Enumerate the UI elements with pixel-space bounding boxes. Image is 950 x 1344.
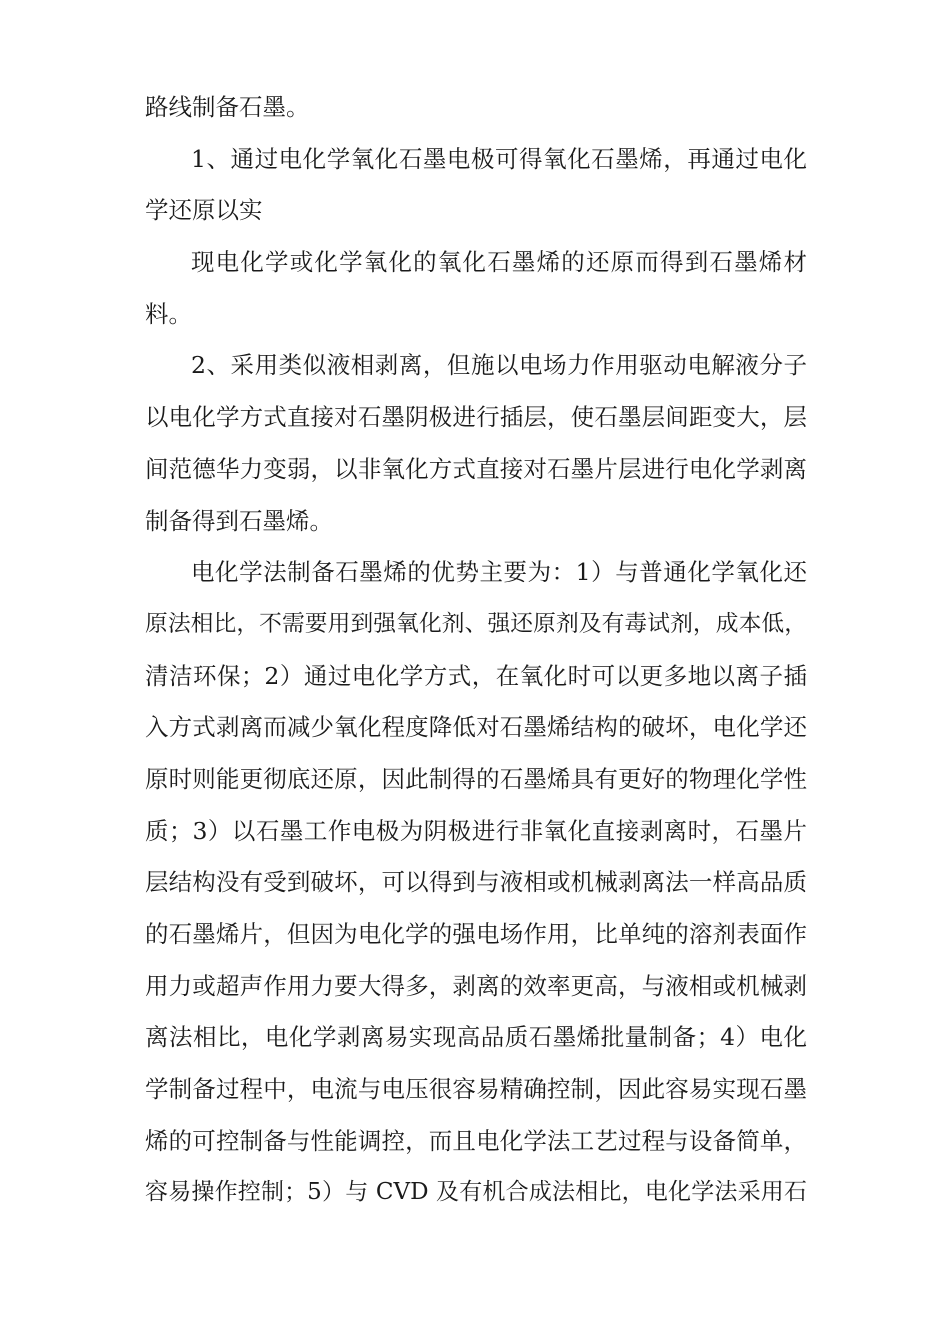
text-line: 学还原以实 (145, 196, 263, 225)
text-line: 2、采用类似液相剥离，但施以电场力作用驱动电解液分子 (191, 351, 807, 380)
text-line: 清洁环保；2）通过电化学方式，在氧化时可以更多地以离子插 (145, 661, 807, 690)
text-line: 层结构没有受到破坏，可以得到与液相或机械剥离法一样高品质 (145, 868, 807, 897)
text-line: 入方式剥离而减少氧化程度降低对石墨烯结构的破坏，电化学还 (145, 713, 807, 742)
text-line: 1、通过电化学氧化石墨电极可得氧化石墨烯，再通过电化 (191, 144, 807, 173)
text-line: 离法相比，电化学剥离易实现高品质石墨烯批量制备；4）电化 (145, 1023, 807, 1052)
text-line: 间范德华力变弱，以非氧化方式直接对石墨片层进行电化学剥离 (145, 454, 807, 483)
text-line: 学制备过程中，电流与电压很容易精确控制，因此容易实现石墨 (145, 1075, 807, 1104)
text-line: 的石墨烯片，但因为电化学的强电场作用，比单纯的溶剂表面作 (145, 920, 807, 948)
text-line: 料。 (145, 299, 192, 328)
text-line: 用力或超声作用力要大得多，剥离的效率更高，与液相或机械剥 (145, 971, 807, 1000)
text-line: 现电化学或化学氧化的氧化石墨烯的还原而得到石墨烯材 (191, 248, 807, 277)
text-line: 烯的可控制备与性能调控，而且电化学法工艺过程与设备简单， (145, 1126, 807, 1155)
text-line: 路线制备石墨。 (145, 93, 310, 121)
text-line: 原法相比，不需要用到强氧化剂、强还原剂及有毒试剂，成本低， (145, 610, 807, 637)
text-line: 质；3）以石墨工作电极为阴极进行非氧化直接剥离时，石墨片 (145, 816, 807, 845)
text-line: 以电化学方式直接对石墨阴极进行插层，使石墨层间距变大，层 (145, 403, 807, 432)
text-line: 容易操作控制；5）与 CVD 及有机合成法相比，电化学法采用石 (145, 1179, 807, 1206)
text-line: 电化学法制备石墨烯的优势主要为：1）与普通化学氧化还 (191, 558, 807, 587)
text-line: 制备得到石墨烯。 (145, 506, 333, 535)
body-text (145, 82, 807, 1219)
text-line: 原时则能更彻底还原，因此制得的石墨烯具有更好的物理化学性 (145, 764, 807, 793)
